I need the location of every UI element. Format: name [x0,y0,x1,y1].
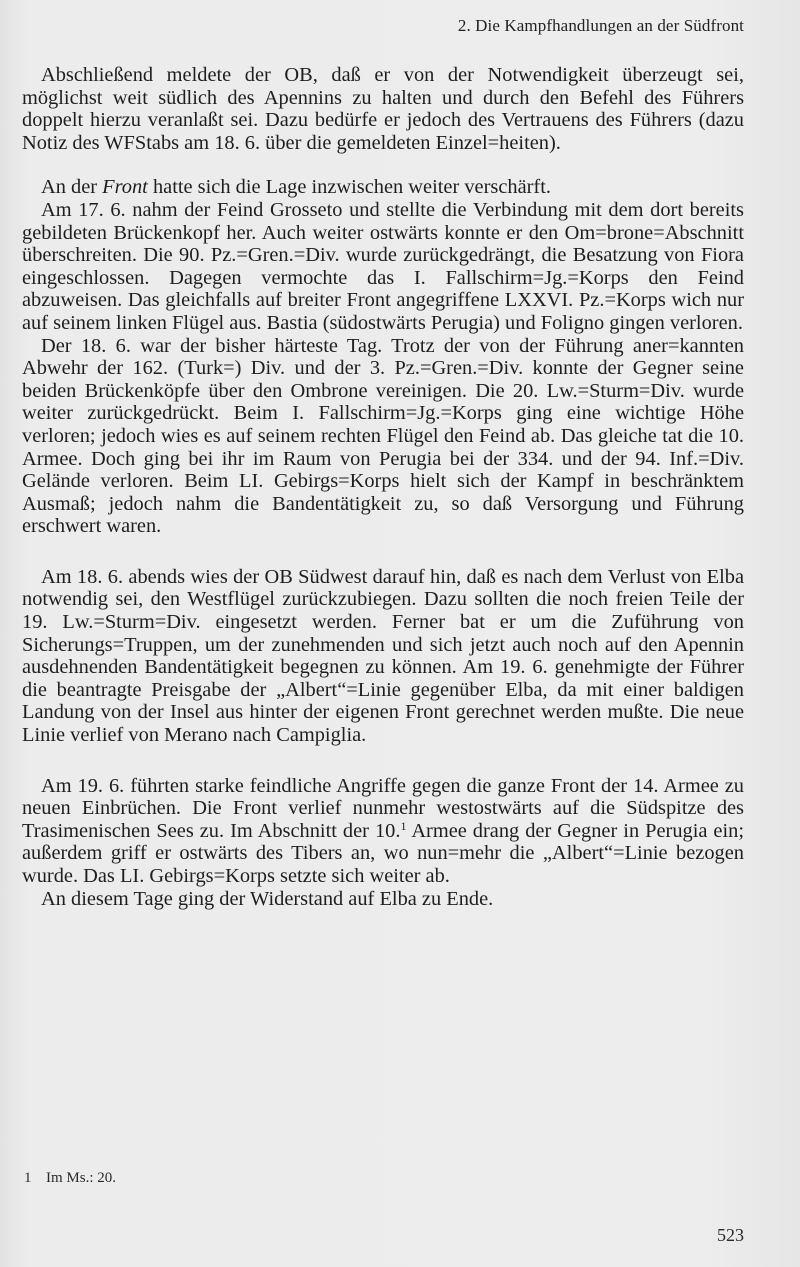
footnote [24,1170,116,1187]
body-text [22,64,744,910]
footnote-number: 1 [24,1170,32,1186]
paragraph-front-situation [22,176,744,199]
footnote-text: Im Ms.: 20. [46,1170,117,1186]
paragraph-text: Am 19. 6. führten starke feindliche Angriffe gegen die ganze Front der 14. Armee zu neuen Einbrüchen. Die Front verlief nunmehr westostwärts auf die Südspitze des Trasimenischen Sees zu. Im Abschnitt der 10. [22,774,744,842]
paragraph-text: Armee drang der Gegner in Perugia ein; außerdem griff er ostwärts des Tibers an, wo nun=mehr die „Albert“=Linie bezogen wurde. Das LI. Gebirgs=Korps setzte sich weiter ab. [22,819,744,887]
paragraph-june-19 [22,775,744,888]
page-number: 523 [717,1225,744,1245]
italic-term-front: Front [102,176,148,199]
paragraph-june-18: Der 18. 6. war der bisher härteste Tag. Trotz der von der Führung aner=kannten Abwehr der 162. (Turk=) Div. und der 3. Pz.=Gren.=Div. konnte der Gegner seine beiden Brückenköpfe über den Ombrone vereinigen. Die 20. Lw.=Sturm=Div. wurde weiter zurückgedrückt. Beim I. Fallschirm=Jg.=Korps ging eine wichtige Höhe verloren; jedoch wies es auf seinem rechten Flügel den Feind ab. Das gleiche tat die 10. Armee. Doch ging bei ihr im Raum von Perugia bei der 334. und der 94. Inf.=Div. Gelände verloren. Beim LI. Gebirgs=Korps hielt sich der Kampf in beschränktem Ausmaß; jedoch nahm die Bandentätigkeit zu, so daß Versorgung und Führung erschwert waren. [22,334,744,538]
footnote-reference[interactable]: 1 [400,818,407,833]
paragraph-text: An der [41,176,103,199]
paragraph-june-18-evening: Am 18. 6. abends wies der OB Südwest darauf hin, daß es nach dem Verlust von Elba notwendig sei, den Westflügel zurückzubiegen. Dazu sollten die noch freien Teile der 19. Lw.=Sturm=Div. eingesetzt werden. Ferner bat er um die Zuführung von Sicherungs=Truppen, um der zunehmenden und sich jetzt auch noch auf den Apennin ausdehnenden Bandentätigkeit begegnen zu können. Am 19. 6. genehmigte der Führer die beantragte Preisgabe der „Albert“=Linie gegenüber Elba, da mit einer baldigen Landung von der Insel aus hinter der eigenen Front gerechnet werden mußte. Die neue Linie verlief von Merano nach Campiglia. [22,565,744,747]
paragraph-june-17: Am 17. 6. nahm der Feind Grosseto und stellte die Verbindung mit dem dort bereits gebildeten Brückenkopf her. Auch weiter ostwärts konnte er den Om=brone=Abschnitt überschreiten. Die 90. Pz.=Gren.=Div. wurde zurückgedrängt, die Besatzung von Fiora eingeschlossen. Dagegen vermochte das I. Fallschirm=Jg.=Korps den Feind abzuweisen. Das gleichfalls auf breiter Front angegriffene LXXVI. Pz.=Korps wich nur auf seinem linken Flügel aus. Bastia (südostwärts Perugia) und Foligno gingen verloren. [22,198,744,334]
paragraph-text: hatte sich die Lage inzwischen weiter verschärft. [147,176,551,199]
paragraph-conclusion-ob: Abschließend meldete der OB, daß er von der Notwendigkeit überzeugt sei, möglichst weit südlich des Apennins zu halten und durch den Befehl des Führers doppelt hierzu veranlaßt sei. Dazu bedürfe er jedoch des Vertrauens des Führers (dazu Notiz des WFStabs am 18. 6. über die gemeldeten Einzel=heiten). [22,64,744,154]
running-head: 2. Die Kampfhandlungen an der Südfront [457,16,744,35]
paragraph-elba-end: An diesem Tage ging der Widerstand auf Elba zu Ende. [41,887,494,910]
